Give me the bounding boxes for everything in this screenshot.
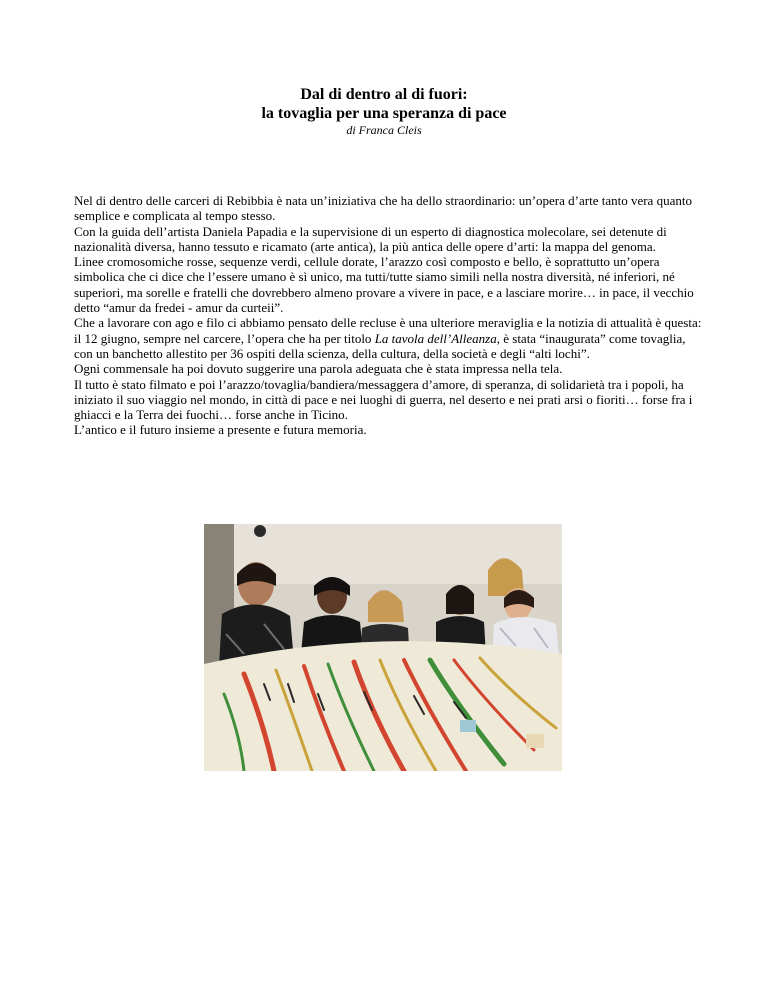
tapestry-photo	[204, 524, 562, 771]
tapestry-photo-illustration	[204, 524, 562, 771]
paragraph	[74, 315, 704, 361]
lamp-icon	[254, 525, 266, 537]
paragraph: L’antico e il futuro insieme a presente e futura memoria.	[74, 422, 367, 438]
paragraph: Linee cromosomiche rosse, sequenze verdi, cellule dorate, l’arazzo così composto e bello, è soprattutto un’opera simbolica che ci dice che l’essere umano è sì unico, ma tutti/tutte siamo simili nella nostra diversità, né inferiori, né superiori, ma sorelle e fratelli che dovrebbero almeno provare a vivere in pace, e a lasciare morire… in pace, il vecchio detto “amur da fredei - amur da curteii”.	[74, 254, 694, 316]
photo-object	[460, 720, 476, 732]
paragraph: Ogni commensale ha poi dovuto suggerire una parola adeguata che è stata impressa nella tela.	[74, 361, 563, 377]
paragraph-text: , è stata “inaugurata” come tovaglia, con un banchetto allestito per 36 ospiti della scienza, della cultura, della società e degli “alti lochi”.	[74, 330, 686, 361]
article-body	[74, 193, 704, 438]
article-title	[0, 85, 768, 123]
photo-object	[526, 734, 544, 748]
author-byline: di Franca Cleis	[346, 123, 422, 137]
paragraph: Il tutto è stato filmato e poi l’arazzo/tovaglia/bandiera/messaggera d’amore, di speranza, di solidarietà tra i popoli, ha iniziato il suo viaggio nel mondo, in città di pace e nei luoghi di guerra, nel deserto e nei prati arsi o fioriti… forse fra i ghiacci e la Terra dei fuochi… forse anche in Ticino.	[74, 376, 693, 423]
artwork-title: La tavola dell’Alleanza	[374, 330, 497, 346]
paragraph: Nel di dentro delle carceri di Rebibbia è nata un’iniziativa che ha dello straordinario: un’opera d’arte tanto vera quanto semplice e complicata al tempo stesso.	[74, 193, 692, 224]
title-line-2: la tovaglia per una speranza di pace	[261, 105, 507, 122]
title-line-1: Dal di dentro al di fuori:	[300, 86, 468, 103]
paragraph: Con la guida dell’artista Daniela Papadia e la supervisione di un esperto di diagnostica molecolare, sei detenute di nazionalità diversa, hanno tessuto e ricamato (arte antica), la più antica delle opere d’arti: la mappa del genoma.	[74, 223, 667, 254]
paragraph-text: Che a lavorare con ago e filo ci abbiamo pensato delle recluse è una ulteriore meraviglia e la notizia di attualità è questa: il 12 giugno, sempre nel carcere, l’opera che ha per titolo	[74, 315, 702, 346]
